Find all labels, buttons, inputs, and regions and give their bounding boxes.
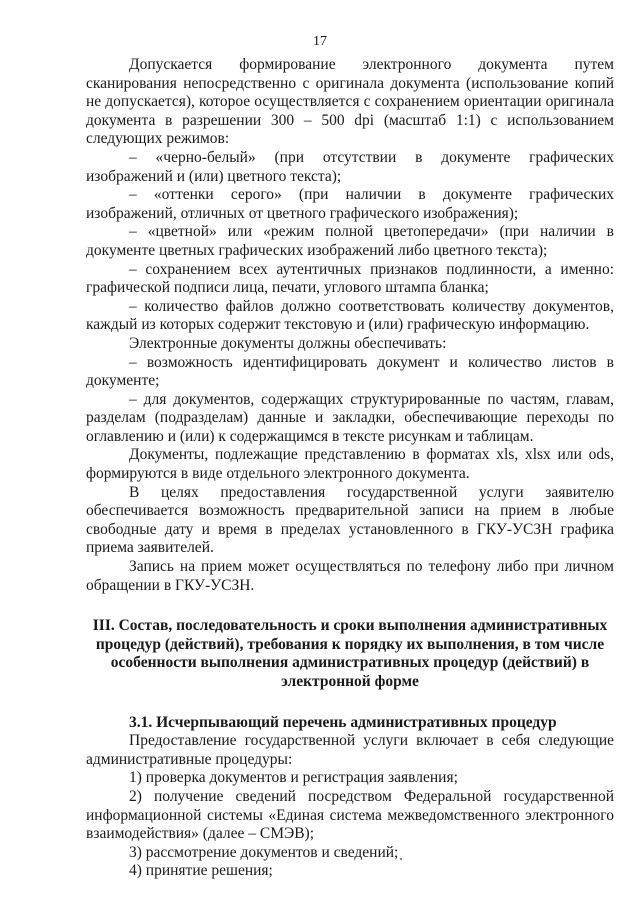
paragraph: В целях предоставления государственной услуги заявителю обеспечивается возможность предварительной записи на прием в любые свободные дату и время в пределах установленного в ГКУ-УСЗН графика приема заявителей.: [86, 483, 614, 557]
list-item: 4) принятие решения;: [129, 862, 273, 880]
spacer: [86, 595, 614, 617]
list-item: – возможность идентифицировать документ и количество листов в документе;: [86, 353, 614, 390]
paragraph: Запись на прием может осуществляться по телефону либо при личном обращении в ГКУ-УСЗН.: [86, 558, 614, 594]
list-item: 3) рассмотрение документов и сведений;: [129, 843, 399, 861]
list-item: – количество файлов должно соответствовать количеству документов, каждый из которых содержит текстовую и (или) графическую информацию.: [86, 297, 614, 334]
page-content: [86, 56, 614, 881]
paragraph: Допускается формирование электронного документа путем сканирования непосредственно с оригинала документа (использование копий не допускается), которое осуществляется с сохранением ориентации оригинала документа в разрешении 300 – 500 dpi (масштаб 1:1) с использованием следующих режимов:: [86, 56, 614, 148]
scan-speck: [400, 858, 402, 860]
page-number: 17: [313, 34, 327, 49]
list-item: 2) получение сведений посредством Федеральной государственной информационной системы «Единая система межведомственного электронного взаимодействия» (далее – СМЭВ);: [86, 787, 614, 843]
list-item: 1) проверка документов и регистрация заявления;: [129, 769, 458, 787]
list-item: – «оттенки серого» (при наличии в документе графических изображений, отличных от цветного графического изображения);: [86, 186, 614, 222]
list-item: – для документов, содержащих структурированные по частям, главам, разделам (подразделам) данные и закладки, обеспечивающие переходы по оглавлению и (или) к содержащимся в тексте рисункам и таблицам.: [86, 390, 614, 445]
subsection-heading: 3.1. Исчерпывающий перечень административных процедур: [129, 713, 557, 731]
spacer: [86, 692, 614, 714]
list-item: – сохранением всех аутентичных признаков подлинности, а именно: графической подписи лица, печати, углового штампа бланка;: [86, 260, 614, 297]
paragraph: Электронные документы должны обеспечивать:: [129, 334, 447, 352]
paragraph: Предоставление государственной услуги включает в себя следующие административные процедуры:: [86, 732, 614, 768]
paragraph: Документы, подлежащие представлению в форматах xls, xlsx или ods, формируются в виде отдельного электронного документа.: [86, 446, 614, 483]
list-item: – «цветной» или «режим полной цветопередачи» (при наличии в документе цветных графических изображений либо цветного текста);: [86, 223, 614, 259]
list-item: – «черно-белый» (при отсутствии в документе графических изображений и (или) цветного текста);: [86, 148, 614, 185]
section-heading: III. Состав, последовательность и сроки выполнения административных процедур (действий), требования к порядку их выполнения, в том числе особенности выполнения административных процедур (действий) в электронной форме: [92, 617, 608, 690]
